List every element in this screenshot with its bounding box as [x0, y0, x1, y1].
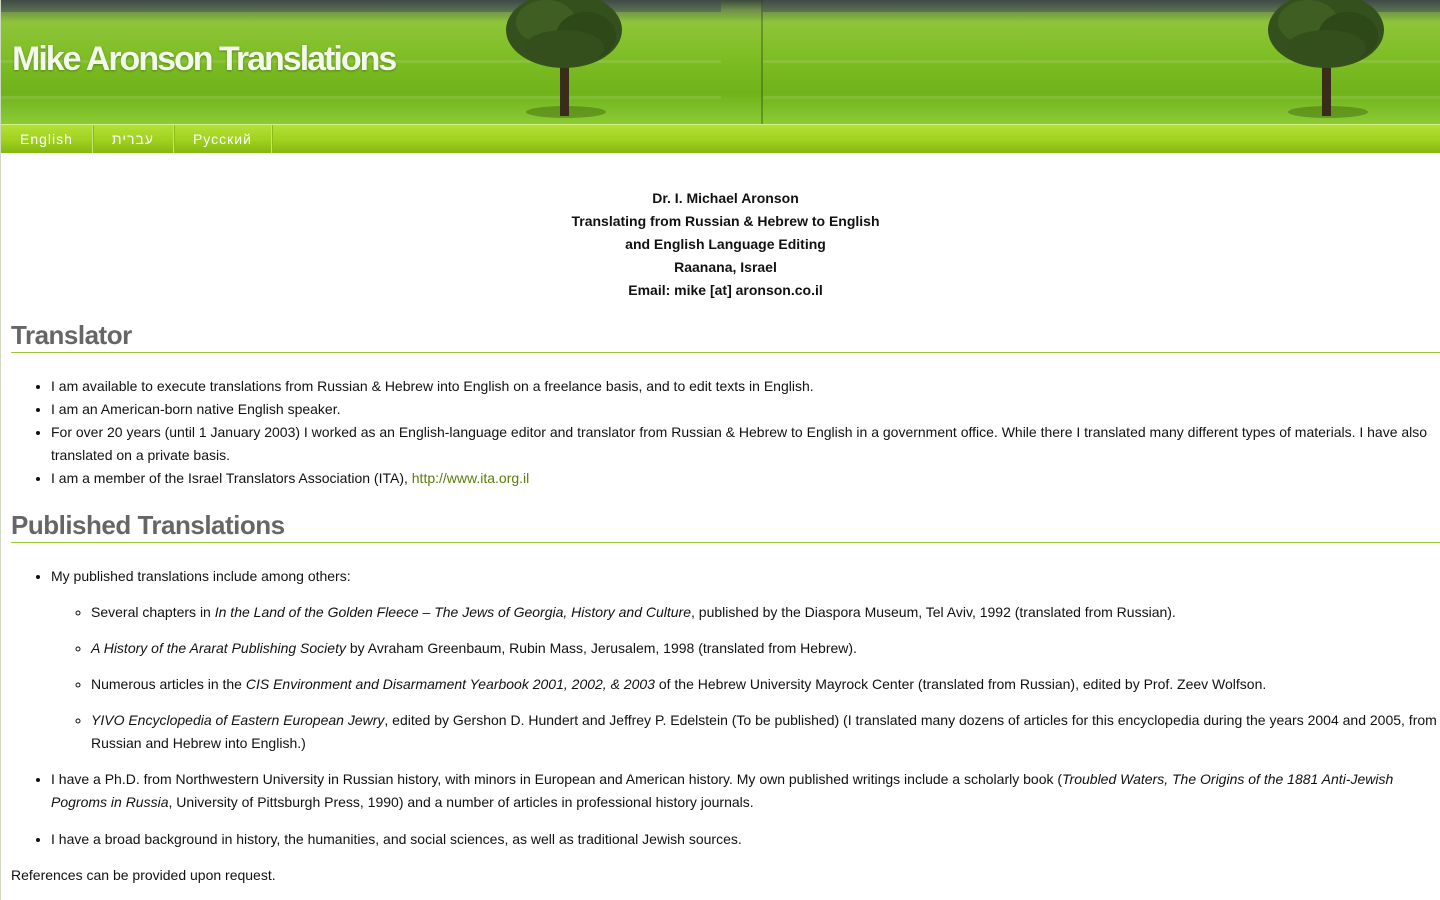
work-item: ◦ YIVO Encyclopedia of Eastern European Jewry, edited by Gershon D. Hundert and Jeffrey P. Edelstein (To be published) (I translated many dozens of articles for this encyclopedia during the years 2004 and 2005, from Russian and Hebrew into English.): [91, 709, 1440, 755]
contact-line1: Translating from Russian & Hebrew to English: [571, 213, 880, 229]
work-item: ◦ Numerous articles in the CIS Environment and Disarmament Yearbook 2001, 2002, & 2003 of the Hebrew University Mayrock Center (translated from Russian), edited by Prof. Zeev Wolfson.: [91, 673, 1440, 696]
tree-image-left: [486, 0, 636, 124]
translator-heading: Translator: [11, 318, 1440, 353]
list-item: [51, 467, 1440, 490]
contact-location: Raanana, Israel: [674, 259, 777, 275]
published-heading: Published Translations: [11, 508, 1440, 543]
work-title: A History of the Ararat Publishing Society: [91, 640, 346, 656]
translator-list: [11, 375, 1440, 490]
contact-email: Email: mike [at] aronson.co.il: [628, 282, 823, 298]
main-content: [1, 187, 1440, 887]
published-intro: My published translations include among others:: [51, 568, 351, 584]
contact-line2: and English Language Editing: [625, 236, 826, 252]
tree-image-right: [1248, 0, 1398, 124]
nav-english[interactable]: English: [1, 125, 93, 153]
work-item: ◦ Several chapters in In the Land of the Golden Fleece – The Jews of Georgia, History and Culture, published by the Diaspora Museum, Tel Aviv, 1992 (translated from Russian).: [91, 601, 1440, 624]
list-item: [51, 565, 1440, 755]
ita-link[interactable]: http://www.ita.org.il: [411, 470, 530, 486]
contact-name: Dr. I. Michael Aronson: [652, 190, 799, 206]
contact-block: [11, 187, 1440, 302]
list-item: • I have a Ph.D. from Northwestern University in Russian history, with minors in European and American history. My own published writings include a scholarly book (Troubled Waters, The Origins of the 1881 Anti-Jewish Pogroms in Russia, University of Pittsburgh Press, 1990) and a number of articles in professional history journals.: [51, 768, 1440, 814]
published-list: [11, 565, 1440, 851]
ita-text: I am a member of the Israel Translators Association (ITA),: [51, 470, 412, 486]
published-works-list: [51, 601, 1440, 755]
book-title: Troubled Waters, The Origins of the 1881 Anti-Jewish Pogroms in Russia: [51, 771, 1394, 810]
nav-russian[interactable]: Русский: [174, 125, 272, 153]
nav-hebrew[interactable]: עברית: [93, 125, 174, 153]
references-note: References can be provided upon request.: [11, 867, 276, 883]
work-title: In the Land of the Golden Fleece – The Jews of Georgia, History and Culture: [214, 604, 692, 620]
work-title: CIS Environment and Disarmament Yearbook 2001, 2002, & 2003: [245, 676, 655, 692]
header-banner: [1, 0, 1440, 124]
site-title[interactable]: Mike Aronson Translations: [12, 40, 396, 78]
list-item: • I have a broad background in history, the humanities, and social sciences, as well as traditional Jewish sources.: [51, 828, 1440, 851]
work-item: ◦ A History of the Ararat Publishing Society by Avraham Greenbaum, Rubin Mass, Jerusalem, 1998 (translated from Hebrew).: [91, 637, 1440, 660]
list-item: • For over 20 years (until 1 January 2003) I worked as an English-language editor and translator from Russian & Hebrew to English in a government office. While there I translated many different types of materials. I have also translated on a private basis.: [51, 421, 1440, 467]
language-nav: [1, 124, 1440, 153]
list-item: • I am available to execute translations from Russian & Hebrew into English on a freelance basis, and to edit texts in English.: [51, 375, 1440, 398]
list-item: • I am an American-born native English speaker.: [51, 398, 1440, 421]
work-title: YIVO Encyclopedia of Eastern European Jewry: [91, 712, 385, 728]
